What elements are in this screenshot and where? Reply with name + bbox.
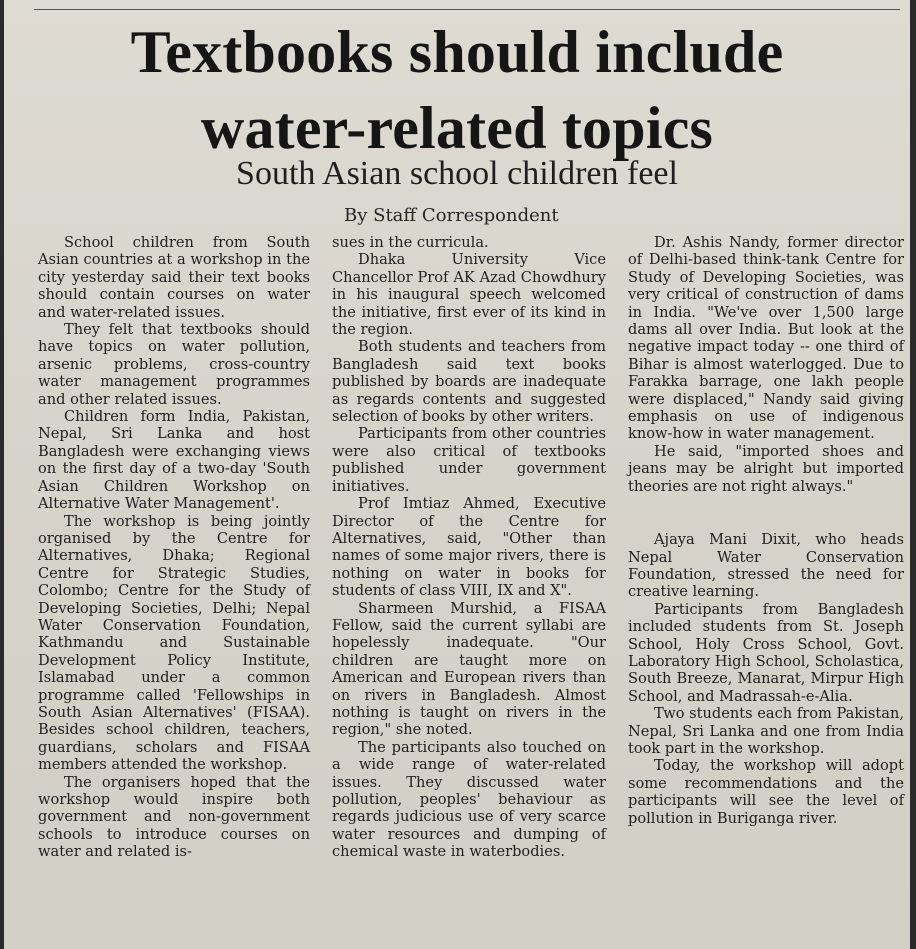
paragraph: Participants from Bangladesh included students from St. Joseph School, Holy Cross School, Govt. Laboratory High School, Scholastica, South Breeze, Manarat, Mirpur High School, and Madrassah-e-Alia.	[628, 600, 904, 705]
column-gap	[628, 495, 904, 531]
column-3	[628, 234, 904, 827]
headline-line-1: Textbooks should include	[130, 19, 784, 85]
paragraph: The organisers hoped that the workshop would inspire both government and non-government schools to introduce courses on water and related is-	[38, 773, 310, 861]
column-1	[38, 234, 310, 861]
paragraph: He said, "imported shoes and jeans may be alright but imported theories are not right always."	[628, 442, 904, 495]
paragraph: Participants from other countries were also critical of textbooks published under government initiatives.	[332, 425, 606, 495]
paragraph: Two students each from Pakistan, Nepal, Sri Lanka and one from India took part in the workshop.	[628, 705, 904, 757]
paragraph: Prof Imtiaz Ahmed, Executive Director of the Centre for Alternatives, said, "Other than names of some major rivers, there is nothing on water in books for students of class VIII, IX and X".	[332, 495, 606, 600]
paragraph: They felt that textbooks should have topics on water pollution, arsenic problems, cross-country water management programmes and other related issues.	[38, 321, 310, 408]
subheadline: South Asian school children feel	[236, 155, 678, 192]
paragraph: The workshop is being jointly organised by the Centre for Alternatives, Dhaka; Regional Centre for Strategic Studies, Colombo; Centre for the Study of Developing Societies, Delhi; Nepal Water Conservation Foundation, Kathmandu and Sustainable Development Policy Institute, Islamabad under a common programme called 'Fellowships in South Asian Alternatives' (FISAA). Besides school children, teachers, guardians, scholars and FISAA members attended the workshop.	[38, 512, 310, 774]
paragraph: Dr. Ashis Nandy, former director of Delhi-based think-tank Centre for Study of Developing Societies, was very critical of construction of dams in India. "We've over 1,500 large dams all over India. But look at the negative impact today -- one third of Bihar is almost waterlogged. Due to Farakka barrage, one lakh people were displaced," Nandy said giving emphasis on use of indigenous know-how in water management.	[628, 234, 904, 443]
headline	[4, 14, 910, 166]
paragraph: Sharmeen Murshid, a FISAA Fellow, said the current syllabi are hopelessly inadequate. "Our children are taught more on American and European rivers than on rivers in Bangladesh. Almost nothing is taught on rivers in the region," she noted.	[332, 599, 606, 739]
top-rule	[34, 9, 900, 10]
paragraph: Today, the workshop will adopt some recommendations and the participants will see the level of pollution in Buriganga river.	[628, 757, 904, 827]
column-2	[332, 234, 606, 861]
byline: By Staff Correspondent	[344, 205, 559, 226]
paragraph: Ajaya Mani Dixit, who heads Nepal Water Conservation Foundation, stressed the need for creative learning.	[628, 531, 904, 601]
paragraph: Both students and teachers from Bangladesh said text books published by boards are inadequate as regards contents and suggested selection of books by other writers.	[332, 338, 606, 426]
paragraph: Dhaka University Vice Chancellor Prof AK Azad Chowdhury in his inaugural speech welcomed the initiative, first ever of its kind in the region.	[332, 251, 606, 339]
paragraph: Children form India, Pakistan, Nepal, Sri Lanka and host Bangladesh were exchanging views on the first day of a two-day 'South Asian Children Workshop on Alternative Water Management'.	[38, 408, 310, 513]
paragraph: sues in the curricula.	[332, 234, 489, 251]
paragraph: School children from South Asian countries at a workshop in the city yesterday said their text books should contain courses on water and water-related issues.	[38, 234, 310, 321]
headline-line-2: water-related topics	[200, 95, 714, 161]
paragraph: The participants also touched on a wide range of water-related issues. They discussed water pollution, peoples' behaviour as regards judicious use of very scarce water resources and dumping of chemical waste in waterbodies.	[332, 738, 606, 861]
